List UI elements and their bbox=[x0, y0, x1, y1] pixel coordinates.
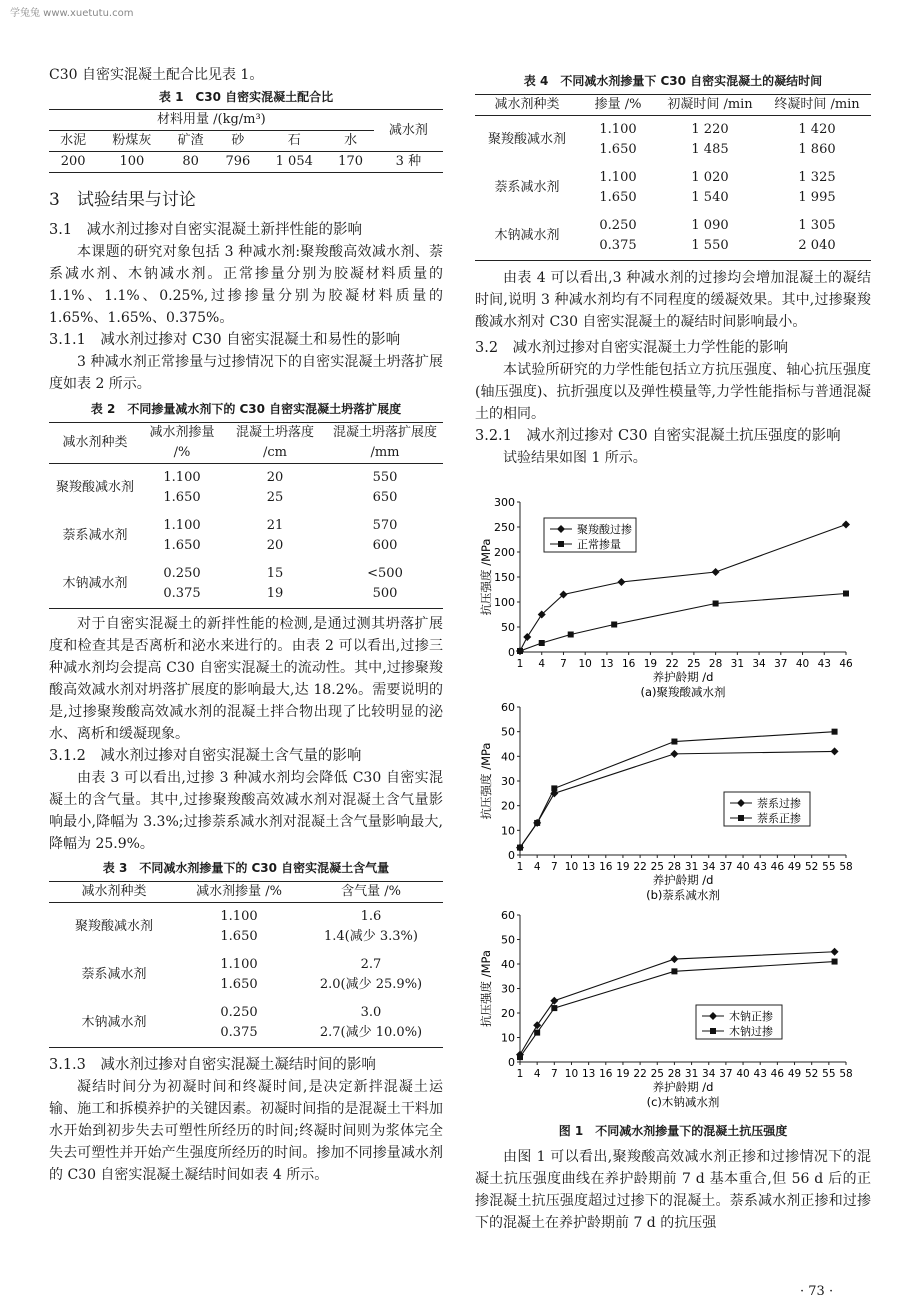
table-cell: 1.650 bbox=[220, 977, 258, 992]
table2-caption: 表 2 不同掺量减水剂下的 C30 自密实混凝土坍落扩展度 bbox=[90, 402, 402, 416]
chart-subtitle: (b)萘系减水剂 bbox=[646, 888, 720, 902]
x-tick-label: 10 bbox=[564, 1068, 579, 1080]
y-tick-label: 200 bbox=[494, 546, 515, 559]
x-tick-label: 43 bbox=[753, 861, 767, 873]
section-3-1-3-heading: 3.1.3 减水剂过掺对自密实混凝土凝结时间的影响 bbox=[49, 1057, 376, 1073]
y-tick-label: 0 bbox=[508, 849, 515, 862]
table1-cell: 200 bbox=[60, 154, 86, 169]
table2 bbox=[49, 422, 443, 609]
table-cell: 1.100 bbox=[220, 909, 258, 924]
table-cell: 1.650 bbox=[220, 929, 258, 944]
table-group-name: 萘系减水剂 bbox=[494, 180, 560, 195]
x-tick-label: 16 bbox=[599, 1068, 613, 1080]
table-group-name: 聚羧酸减水剂 bbox=[487, 132, 566, 147]
chart-b bbox=[478, 700, 858, 912]
x-tick-label: 22 bbox=[633, 1068, 647, 1080]
y-tick-label: 10 bbox=[501, 1031, 515, 1045]
x-tick-label: 13 bbox=[600, 658, 614, 670]
x-tick-label: 13 bbox=[581, 861, 596, 873]
table4-header: 减水剂种类 bbox=[494, 97, 560, 112]
table-cell: 1 325 bbox=[798, 170, 836, 185]
x-tick-label: 4 bbox=[533, 861, 541, 873]
data-point bbox=[539, 640, 545, 646]
y-tick-label: 150 bbox=[494, 571, 515, 584]
table-group-name: 萘系减水剂 bbox=[81, 967, 147, 982]
table-row bbox=[49, 512, 443, 536]
table-cell: 600 bbox=[372, 538, 398, 553]
y-tick-label: 0 bbox=[508, 1056, 515, 1069]
y-tick-label: 10 bbox=[501, 824, 515, 838]
paragraph-2: 3 种减水剂正常掺量与过掺情况下的自密实混凝土坍落扩展度如表 2 所示。 bbox=[49, 354, 443, 392]
table-cell: 1.100 bbox=[599, 170, 637, 185]
data-point bbox=[832, 959, 838, 965]
table-cell: 570 bbox=[372, 518, 398, 533]
table1-header: 矿渣 bbox=[177, 133, 204, 148]
right-column bbox=[475, 70, 871, 469]
x-tick-label: 49 bbox=[787, 1068, 802, 1080]
table-cell: 1.650 bbox=[599, 142, 637, 157]
x-tick-label: 40 bbox=[736, 861, 750, 873]
x-tick-label: 16 bbox=[621, 658, 636, 670]
y-tick-label: 40 bbox=[501, 750, 515, 764]
x-tick-label: 19 bbox=[643, 658, 658, 670]
table-cell: 15 bbox=[266, 566, 284, 581]
table3 bbox=[49, 881, 443, 1048]
x-tick-label: 4 bbox=[533, 1068, 541, 1080]
table1-header: 石 bbox=[287, 133, 301, 148]
table1-cell: 1 054 bbox=[275, 154, 313, 169]
legend-label: 萘系正掺 bbox=[757, 812, 801, 825]
table-cell: 3.0 bbox=[360, 1005, 382, 1020]
table-cell: 1 020 bbox=[691, 170, 729, 185]
y-axis-label: 抗压强度 /MPa bbox=[479, 538, 493, 616]
data-point bbox=[671, 739, 677, 745]
data-point bbox=[843, 591, 849, 597]
table2-header: 混凝土坍落扩展度 /mm bbox=[332, 425, 437, 460]
table-row bbox=[49, 560, 443, 584]
data-point bbox=[568, 632, 574, 638]
table-cell: 0.375 bbox=[220, 1025, 258, 1040]
x-tick-label: 37 bbox=[774, 658, 788, 670]
chart-c bbox=[478, 906, 858, 1118]
table-cell: 1 485 bbox=[691, 142, 729, 157]
legend-label: 萘系过掺 bbox=[757, 797, 801, 810]
x-tick-label: 46 bbox=[770, 1068, 785, 1080]
x-tick-label: 19 bbox=[616, 861, 630, 873]
legend-marker bbox=[558, 541, 564, 547]
y-tick-label: 60 bbox=[501, 909, 515, 922]
x-tick-label: 10 bbox=[564, 861, 579, 873]
data-point bbox=[831, 948, 839, 956]
table-cell: 2 040 bbox=[798, 238, 836, 253]
data-point bbox=[842, 521, 850, 529]
x-tick-label: 1 bbox=[516, 861, 524, 873]
table1-last-header: 减水剂 bbox=[388, 122, 428, 138]
x-tick-label: 34 bbox=[752, 658, 766, 670]
x-tick-label: 43 bbox=[817, 658, 831, 670]
y-tick-label: 100 bbox=[494, 596, 515, 609]
legend-label: 木钠正掺 bbox=[729, 1010, 773, 1023]
legend-marker bbox=[710, 1028, 716, 1034]
x-tick-label: 34 bbox=[702, 1068, 716, 1080]
table-cell: 1.100 bbox=[163, 518, 201, 533]
x-tick-label: 13 bbox=[581, 1068, 596, 1080]
y-tick-label: 50 bbox=[501, 933, 515, 947]
x-tick-label: 55 bbox=[822, 1068, 836, 1080]
x-tick-label: 7 bbox=[550, 861, 558, 873]
table-cell: 500 bbox=[372, 586, 398, 601]
table1-header: 水泥 bbox=[60, 133, 87, 148]
y-axis-label: 抗压强度 /MPa bbox=[479, 742, 493, 820]
data-point bbox=[611, 622, 617, 628]
x-tick-label: 37 bbox=[719, 1068, 733, 1080]
table4-header: 终凝时间 /min bbox=[774, 97, 860, 112]
table4-header: 初凝时间 /min bbox=[667, 97, 753, 112]
x-axis-label: 养护龄期 /d bbox=[652, 670, 714, 684]
table-row bbox=[49, 464, 443, 489]
legend-label: 正常掺量 bbox=[577, 538, 621, 551]
x-tick-label: 1 bbox=[516, 1068, 524, 1080]
paragraph-7: 本试验所研究的力学性能包括立方抗压强度、轴心抗压强度(轴压强度)、抗折强度以及弹性模量等,力学性能指标与普通混凝土的相同。 bbox=[475, 362, 871, 422]
section-3-2-1-heading: 3.2.1 减水剂过掺对 C30 自密实混凝土抗压强度的影响 bbox=[475, 428, 841, 444]
table-cell: 1.100 bbox=[163, 470, 201, 485]
paragraph-6: 由表 4 可以看出,3 种减水剂的过掺均会增加混凝土的凝结时间,说明 3 种减水剂均有不同程度的缓凝效果。其中,过掺聚羧酸减水剂对 C30 自密实混凝土的凝结时间影响最小。 bbox=[475, 270, 871, 330]
chart-c-svg bbox=[478, 906, 858, 1118]
table-cell: 0.375 bbox=[163, 586, 201, 601]
x-tick-label: 31 bbox=[684, 1068, 699, 1080]
table-cell: 1.650 bbox=[163, 538, 201, 553]
x-tick-label: 46 bbox=[839, 658, 853, 670]
data-point bbox=[671, 968, 677, 974]
table-cell: 1 540 bbox=[691, 190, 729, 205]
paragraph-9: 由图 1 可以看出,聚羧酸高效减水剂正掺和过掺情况下的混凝土抗压强度曲线在养护龄期前 7 d 基本重合,但 56 d 后的正掺混凝土抗压强度超过过掺下的混凝土。萘系减水剂正掺和过掺下的混凝土在养护龄期前 7 d 的抗压强 bbox=[475, 1149, 871, 1231]
table-cell: 1 550 bbox=[691, 238, 729, 253]
section-3-2-heading: 3.2 减水剂过掺对自密实混凝土力学性能的影响 bbox=[475, 340, 789, 356]
x-tick-label: 46 bbox=[770, 861, 785, 873]
data-point bbox=[712, 568, 720, 576]
table-row bbox=[49, 903, 443, 928]
data-point bbox=[523, 633, 531, 641]
table-cell: 1.100 bbox=[599, 122, 637, 137]
table-group-name: 木钠减水剂 bbox=[62, 576, 128, 591]
table1-cell: 170 bbox=[338, 154, 363, 169]
paragraph-5: 凝结时间分为初凝时间和终凝时间,是决定新拌混凝土运输、施工和拆模养护的关键因素。初凝时间指的是混凝土干料加水开始到初步失去可塑性所经历的时间;终凝时间则为浆体完全失去可塑性并开始产生强度所经历的时间。掺加不同掺量减水剂的 C30 自密实混凝土凝结时间如表 4 所示。 bbox=[49, 1079, 443, 1183]
table-cell: 1.4(减少 3.3%) bbox=[324, 929, 418, 944]
table-row bbox=[475, 116, 871, 141]
table3-caption: 表 3 不同减水剂掺量下的 C30 自密实混凝土含气量 bbox=[102, 861, 390, 875]
table-row bbox=[475, 212, 871, 236]
x-tick-label: 28 bbox=[667, 1068, 682, 1080]
x-tick-label: 34 bbox=[702, 861, 716, 873]
x-tick-label: 37 bbox=[719, 861, 733, 873]
table-cell: 0.250 bbox=[220, 1005, 258, 1020]
right-column-bottom bbox=[475, 1146, 871, 1234]
data-point bbox=[831, 747, 839, 755]
y-tick-label: 50 bbox=[501, 621, 515, 634]
x-tick-label: 16 bbox=[599, 861, 613, 873]
paragraph-4: 由表 3 可以看出,过掺 3 种减水剂均会降低 C30 自密实混凝土的含气量。其中,过掺聚羧酸高效减水剂对混凝土含气量影响最小,降幅为 3.3%;过掺萘系减水剂对混凝土含气量影响最大,降幅为 25.9%。 bbox=[49, 770, 443, 852]
section-3-1-1-heading: 3.1.1 减水剂过掺对 C30 自密实混凝土和易性的影响 bbox=[49, 332, 401, 348]
table-cell: 1.6 bbox=[360, 909, 382, 924]
table2-header: 减水剂掺量 /% bbox=[149, 425, 215, 460]
data-point bbox=[550, 997, 558, 1005]
table3-header: 减水剂种类 bbox=[81, 884, 147, 899]
y-tick-label: 300 bbox=[494, 496, 515, 509]
series-line bbox=[520, 962, 835, 1058]
data-point bbox=[832, 729, 838, 735]
table1-cell: 100 bbox=[119, 154, 145, 169]
table-cell: 1 995 bbox=[798, 190, 836, 205]
section-3-1-heading: 3.1 减水剂过掺对自密实混凝土新拌性能的影响 bbox=[49, 222, 363, 238]
x-tick-label: 22 bbox=[665, 658, 679, 670]
x-tick-label: 31 bbox=[684, 861, 699, 873]
left-column bbox=[49, 64, 443, 1186]
table-group-name: 聚羧酸减水剂 bbox=[55, 480, 134, 495]
legend-label: 聚羧酸过掺 bbox=[577, 523, 632, 536]
y-tick-label: 40 bbox=[501, 958, 515, 971]
table-cell: 0.250 bbox=[163, 566, 201, 581]
data-point bbox=[670, 955, 678, 963]
series-line bbox=[520, 952, 835, 1055]
data-point bbox=[551, 1005, 557, 1011]
x-tick-label: 58 bbox=[839, 1068, 853, 1080]
table-cell: 1 220 bbox=[691, 122, 729, 137]
x-tick-label: 7 bbox=[550, 1068, 558, 1080]
data-point bbox=[517, 845, 523, 851]
table-cell: 2.7(减少 10.0%) bbox=[319, 1025, 423, 1040]
x-tick-label: 49 bbox=[787, 861, 802, 873]
data-point bbox=[670, 750, 678, 758]
x-tick-label: 10 bbox=[578, 658, 592, 670]
table-cell: 20 bbox=[266, 470, 284, 485]
data-point bbox=[617, 578, 625, 586]
x-tick-label: 55 bbox=[822, 861, 836, 873]
table-cell: 1.650 bbox=[163, 490, 201, 505]
data-point bbox=[551, 785, 557, 791]
legend-label: 木钠过掺 bbox=[729, 1025, 773, 1038]
legend-marker bbox=[738, 815, 744, 821]
x-tick-label: 19 bbox=[616, 1068, 630, 1080]
table2-header: 减水剂种类 bbox=[62, 435, 128, 450]
table-cell: <500 bbox=[367, 566, 403, 581]
table4-caption: 表 4 不同减水剂掺量下 C30 自密实混凝土的凝结时间 bbox=[523, 74, 823, 88]
watermark: 学兔兔 www.xuetutu.com bbox=[10, 8, 134, 19]
x-tick-label: 25 bbox=[687, 658, 701, 670]
table-cell: 1 305 bbox=[798, 218, 836, 233]
table-group-name: 木钠减水剂 bbox=[494, 228, 560, 243]
table1-cell: 80 bbox=[182, 154, 199, 169]
y-tick-label: 30 bbox=[501, 775, 515, 788]
x-tick-label: 28 bbox=[708, 658, 723, 670]
table-cell: 1 090 bbox=[691, 218, 729, 233]
table1-header: 粉煤灰 bbox=[112, 133, 152, 148]
table1-group-header: 材料用量 /(kg/m³) bbox=[49, 110, 374, 131]
table4-header: 掺量 /% bbox=[594, 97, 642, 112]
paragraph-3: 对于自密实混凝土的新拌性能的检测,是通过测其坍落扩展度和检查其是否离析和泌水来进行的。由表 2 可以看出,过掺三种减水剂均会提高 C30 自密实混凝土的流动性。其中,过掺聚羧酸高效减水剂对坍落扩展度的影响最大,达 18.2%。需要说明的是,过掺聚羧酸高效减水剂的混凝土拌合物出现了比较明显的泌水、离析和缓凝现象。 bbox=[49, 616, 443, 742]
data-point bbox=[517, 648, 523, 654]
table-cell: 2.0(减少 25.9%) bbox=[319, 977, 423, 992]
x-axis-label: 养护龄期 /d bbox=[652, 1080, 714, 1094]
x-tick-label: 40 bbox=[795, 658, 810, 670]
x-tick-label: 43 bbox=[753, 1068, 767, 1080]
table-cell: 1 860 bbox=[798, 142, 836, 157]
section-3-heading: 3 试验结果与讨论 bbox=[49, 190, 196, 210]
x-tick-label: 52 bbox=[804, 1068, 819, 1080]
intro-line: C30 自密实混凝土配合比见表 1。 bbox=[49, 67, 264, 83]
data-point bbox=[713, 601, 719, 607]
series-line bbox=[520, 594, 846, 652]
y-tick-label: 30 bbox=[501, 982, 515, 996]
data-point bbox=[534, 820, 540, 826]
paragraph-8: 试验结果如图 1 所示。 bbox=[503, 450, 647, 466]
data-point bbox=[517, 1054, 523, 1060]
table1-cell: 796 bbox=[225, 154, 251, 169]
x-tick-label: 25 bbox=[650, 1068, 664, 1080]
page-number: · 73 · bbox=[800, 1284, 834, 1299]
table4 bbox=[475, 94, 871, 261]
table-cell: 550 bbox=[372, 470, 398, 485]
data-point bbox=[534, 1030, 540, 1036]
table-cell: 650 bbox=[372, 490, 398, 505]
table-cell: 20 bbox=[266, 538, 284, 553]
x-tick-label: 4 bbox=[538, 658, 546, 670]
table-cell: 0.375 bbox=[599, 238, 637, 253]
y-axis-label: 抗压强度 /MPa bbox=[479, 950, 493, 1027]
x-tick-label: 25 bbox=[650, 861, 664, 873]
x-tick-label: 1 bbox=[516, 658, 524, 670]
table3-header: 含气量 /% bbox=[341, 884, 401, 899]
table1-header: 砂 bbox=[231, 133, 245, 148]
y-tick-label: 0 bbox=[508, 646, 515, 659]
table-group-name: 聚羧酸减水剂 bbox=[74, 919, 153, 934]
x-tick-label: 28 bbox=[667, 861, 682, 873]
table-cell: 21 bbox=[266, 518, 284, 533]
x-axis-label: 养护龄期 /d bbox=[652, 873, 714, 887]
table-cell: 1 420 bbox=[798, 122, 836, 137]
x-tick-label: 22 bbox=[633, 861, 647, 873]
figure-caption: 图 1 不同减水剂掺量下的混凝土抗压强度 bbox=[558, 1124, 788, 1138]
table-row bbox=[49, 951, 443, 975]
chart-a bbox=[478, 494, 858, 716]
x-tick-label: 52 bbox=[804, 861, 819, 873]
x-tick-label: 31 bbox=[730, 658, 745, 670]
y-tick-label: 250 bbox=[494, 521, 515, 534]
y-tick-label: 20 bbox=[501, 799, 515, 813]
x-tick-label: 40 bbox=[736, 1068, 750, 1080]
y-tick-label: 20 bbox=[501, 1007, 515, 1020]
table-group-name: 木钠减水剂 bbox=[81, 1015, 147, 1030]
table-row bbox=[475, 164, 871, 188]
chart-subtitle: (c)木钠减水剂 bbox=[646, 1095, 720, 1109]
table-cell: 2.7 bbox=[360, 957, 382, 972]
paragraph-1: 本课题的研究对象包括 3 种减水剂:聚羧酸高效减水剂、萘系减水剂、木钠减水剂。正常掺量分别为胶凝材料质量的 1.1%、1.1%、0.25%,过掺掺量分别为胶凝材料质量的 1.65%、1.65%、0.375%。 bbox=[49, 244, 443, 326]
table1-cell: 3 种 bbox=[395, 154, 422, 169]
x-tick-label: 58 bbox=[839, 861, 853, 873]
chart-b-svg bbox=[478, 700, 858, 912]
table1 bbox=[49, 109, 443, 173]
table1-header: 水 bbox=[344, 133, 358, 148]
table-cell: 1.650 bbox=[599, 190, 637, 205]
chart-subtitle: (a)聚羧酸减水剂 bbox=[640, 685, 726, 699]
table-cell: 25 bbox=[266, 490, 284, 505]
y-tick-label: 60 bbox=[501, 701, 515, 714]
section-3-1-2-heading: 3.1.2 减水剂过掺对自密实混凝土含气量的影响 bbox=[49, 748, 362, 764]
x-tick-label: 7 bbox=[560, 658, 567, 670]
table-row bbox=[49, 999, 443, 1023]
y-tick-label: 50 bbox=[501, 725, 515, 739]
table1-caption: 表 1 C30 自密实混凝土配合比 bbox=[158, 90, 334, 104]
table-cell: 1.100 bbox=[220, 957, 258, 972]
chart-a-svg bbox=[478, 494, 858, 716]
table3-header: 减水剂掺量 /% bbox=[196, 884, 282, 899]
table2-header: 混凝土坍落度 /cm bbox=[235, 425, 314, 460]
table-cell: 0.250 bbox=[599, 218, 637, 233]
table-group-name: 萘系减水剂 bbox=[62, 528, 128, 543]
table-cell: 19 bbox=[266, 586, 284, 601]
